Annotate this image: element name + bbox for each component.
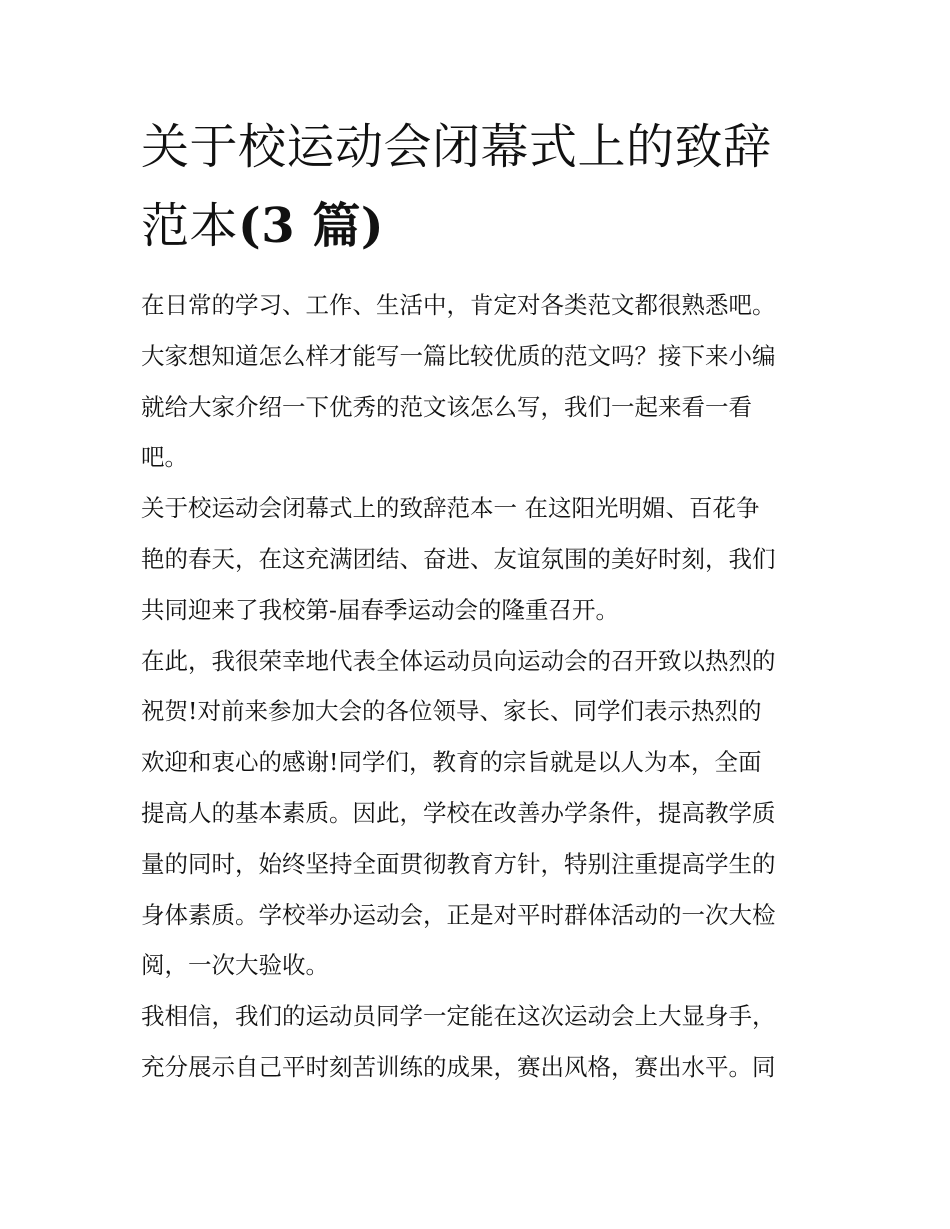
document-body <box>141 280 813 1093</box>
title-count-suffix: (3 篇) <box>238 198 385 254</box>
text-line: 身体素质。学校举办运动会，正是对平时群体活动的一次大检 <box>141 900 776 929</box>
text-line: 大家想知道怎么样才能写一篇比较优质的范文吗？接下来小编 <box>141 341 776 370</box>
document-content <box>141 108 813 1093</box>
text-line: 在此，我很荣幸地代表全体运动员向运动会的召开致以热烈的 <box>141 646 776 675</box>
paragraph-speech-one-opening <box>141 483 813 635</box>
text-line: 提高人的基本素质。因此，学校在改善办学条件，提高教学质 <box>141 798 776 827</box>
text-line: 艳的春天，在这充满团结、奋进、友谊氛围的美好时刻，我们 <box>141 544 776 573</box>
paragraph-belief <box>141 991 813 1093</box>
text-line: 在日常的学习、工作、生活中，肯定对各类范文都很熟悉吧。 <box>141 291 776 319</box>
text-line: 欢迎和衷心的感谢!同学们，教育的宗旨就是以人为本，全面 <box>141 748 762 777</box>
paragraph-congratulations <box>141 636 813 992</box>
text-line: 吧。 <box>141 443 188 472</box>
text-line: 祝贺!对前来参加大会的各位领导、家长、同学们表示热烈的 <box>141 697 762 726</box>
title-line-1: 关于校运动会闭幕式上的致辞 <box>141 119 772 175</box>
text-line: 量的同时，始终坚持全面贯彻教育方针，特别注重提高学生的 <box>141 849 776 878</box>
text-line: 我相信，我们的运动员同学一定能在这次运动会上大显身手， <box>141 1002 776 1031</box>
text-line: 就给大家介绍一下优秀的范文该怎么写，我们一起来看一看 <box>141 392 752 421</box>
text-line: 充分展示自己平时刻苦训练的成果，赛出风格，赛出水平。同 <box>141 1052 776 1081</box>
text-line: 共同迎来了我校第-届春季运动会的隆重召开。 <box>141 595 619 624</box>
title-line-2: 范本(3 篇) <box>141 198 385 254</box>
text-line: 关于校运动会闭幕式上的致辞范本一 在这阳光明媚、百花争 <box>141 494 760 523</box>
text-line: 阅，一次大验收。 <box>141 951 329 980</box>
paragraph-intro <box>141 280 813 483</box>
document-title <box>141 108 813 266</box>
